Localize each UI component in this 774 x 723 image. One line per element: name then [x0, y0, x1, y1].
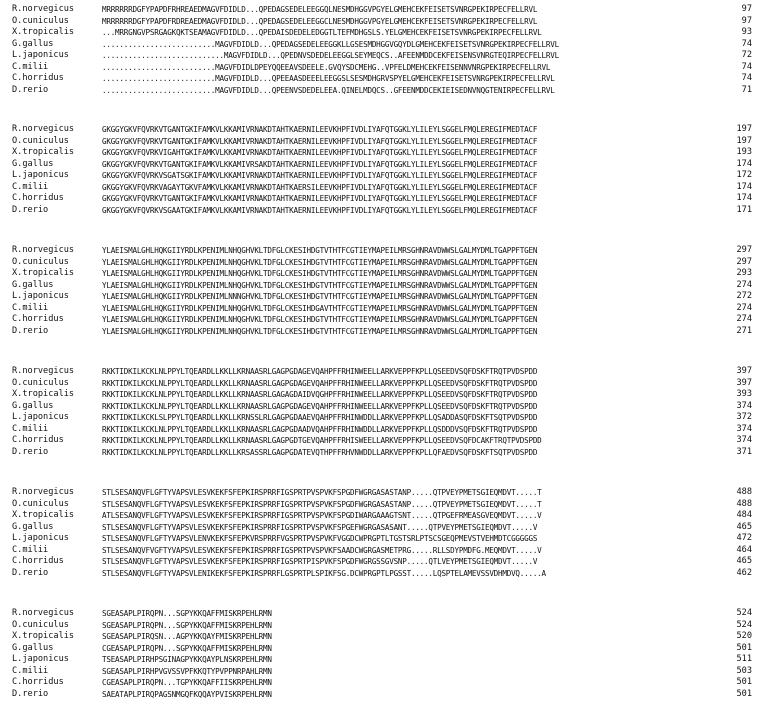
residue-position: 171	[736, 204, 752, 215]
alignment-block	[12, 608, 768, 700]
sequence-text: SGEASAPLPIRHPVGVSSVPFKKQTYPVPPNRPAHLRMN	[102, 666, 272, 676]
sequence-text: YLAEISMALGHLHQKGIIYRDLKPENIMLNHQGHVKLTDFGLCKESIHDGTVTHTFCGTIEYMAPEILMRSGHNRAVDWWSLGALMYDMLTGAPPFTGEN	[102, 315, 538, 324]
alignment-row	[12, 170, 768, 182]
species-name: C.milii	[12, 61, 49, 72]
alignment-row	[12, 487, 768, 499]
alignment-row	[12, 314, 768, 326]
residue-position: 274	[736, 314, 752, 324]
alignment-row	[12, 303, 768, 315]
residue-position: 372	[736, 412, 752, 422]
species-name: X.tropicalis	[12, 268, 75, 278]
sequence-text: YLAEISMALGHLHQKGIIYRDLKPENIMLNNNGHVKLTDFGLCKESIHDGTVTHTFCGTIEYMAPEILMRSGHNRAVDWWSLGALMYDMLTGAPPFTGEN	[102, 292, 538, 301]
alignment-row	[12, 568, 768, 580]
alignment-row	[12, 4, 768, 16]
residue-position: 172	[736, 170, 752, 180]
residue-position: 397	[736, 377, 752, 388]
sequence-text: RKKTIDKILKCKLSLPPYLTQEARDLLKKLLKRNSSLRLGAGPGDAAEVQAHPFFRHINWDDLLARKVEPPFKPLLQSADDASQFDSKFTSQTPVDSPDD	[102, 413, 538, 422]
alignment-row	[12, 677, 768, 689]
sequence-text: CGEASAPLPIRQPN...SGPYKKQAFFMISKRPEHLRMN	[102, 643, 272, 653]
alignment-row	[12, 556, 768, 568]
species-name: C.milii	[12, 302, 49, 313]
species-name: L.japonicus	[12, 533, 69, 543]
residue-position: 71	[741, 84, 752, 95]
species-name: C.horridus	[12, 314, 64, 324]
alignment-row	[12, 522, 768, 534]
residue-position: 465	[736, 556, 752, 566]
alignment-row	[12, 447, 768, 459]
sequence-text: TSEASAPLPIRHPSGINAGPYKKQAYPLNSKRPEHLRMN	[102, 655, 272, 664]
residue-position: 97	[741, 15, 752, 26]
species-name: C.horridus	[12, 677, 64, 687]
species-name: L.japonicus	[12, 654, 69, 664]
residue-position: 371	[736, 446, 752, 457]
alignment-row	[12, 39, 768, 51]
residue-position: 511	[736, 654, 752, 664]
alignment-row	[12, 510, 768, 522]
species-name: G.gallus	[12, 279, 54, 290]
alignment-block	[12, 366, 768, 458]
residue-position: 274	[736, 302, 752, 313]
residue-position: 374	[736, 400, 752, 411]
residue-position: 93	[741, 27, 752, 37]
alignment-row	[12, 193, 768, 205]
alignment-row	[12, 257, 768, 269]
residue-position: 484	[736, 510, 752, 520]
sequence-text: YLAEISMALGHLHQKGIIYRDLKPENIMLNHQGHVKLTDFGLCKESIHDGTVTHTFCGTIEYMAPEILMRSGHNRAVDWWSLGALMYDMLTGAPPFTGEN	[102, 280, 538, 290]
residue-position: 520	[736, 631, 752, 641]
species-name: R.norvegicus	[12, 245, 75, 255]
species-name: O.cuniculus	[12, 377, 69, 388]
alignment-row	[12, 412, 768, 424]
residue-position: 174	[736, 193, 752, 203]
sequence-text: STLSESANQVFLGFTYVAPSVLESVKEKFSFEPKIRSPRRFIGSPRTPVSPVKFSPGDFWGRGASASTANP.....QTPVEYPMETSGIEQMDVT.....T	[102, 499, 542, 509]
sequence-text: YLAEISMALGHLHQKGIIYRDLKPENIMLNHQGHVKLTDFGLCKESIHDGAVTHTFCGTIEYMAPEILMRSGHNRAVDWWSLGALMYDMLTGAPPFTGEN	[102, 303, 538, 313]
sequence-text: ..........................MAGVFDIDLD...QPEENVSDEDELEEA.QINELMDQCS..GFEENMDDCEKIEISEDNVNQGTENIRPECFELLRVL	[102, 85, 555, 95]
residue-position: 503	[736, 665, 752, 676]
residue-position: 462	[736, 567, 752, 578]
sequence-text: RKKTIDKILKCKLNLPPYLTQEARDLLKKLLKRNAASRLGAGPGDAGEVQAHPFFRHINWEELLARKVEPPFKPLLQSEEDVSQFDSKFTRQTPVDSPDD	[102, 367, 538, 376]
alignment-row	[12, 245, 768, 257]
alignment-row	[12, 689, 768, 701]
residue-position: 464	[736, 544, 752, 555]
alignment-row	[12, 27, 768, 39]
residue-position: 524	[736, 619, 752, 630]
alignment-row	[12, 268, 768, 280]
species-name: D.rerio	[12, 688, 49, 699]
alignment-row	[12, 16, 768, 28]
residue-position: 374	[736, 435, 752, 445]
species-name: C.milii	[12, 423, 49, 434]
alignment-row	[12, 291, 768, 303]
sequence-text: SGEASAPLPIRQPN...SGPYKKQAFFMISKRPEHLRMN	[102, 609, 272, 618]
alignment-row	[12, 280, 768, 292]
sequence-text: ATLSESANQVFLGFTYVAPSVLESVKEKFSFEPKIRSPRRFIGSPRTPVSPVKFSPGDIWARGAAAGTSNT.....QTPGEFRMEASGVEQMDVT.....V	[102, 511, 542, 520]
alignment-block	[12, 4, 768, 96]
sequence-text: YLAEISMALGHLHQKGIIYRDLKPENIMLNHQGHVKLTDFGLCKESIHDGTVTHTFCGTIEYMAPEILMRSGHNRAVDWWSLGALMYDMLTGAPPFTGEN	[102, 269, 538, 278]
species-name: R.norvegicus	[12, 487, 75, 497]
species-name: O.cuniculus	[12, 498, 69, 509]
alignment-row	[12, 159, 768, 171]
alignment-row	[12, 85, 768, 97]
sequence-text: SAEATAPLPIRQPAGSNMGQFKQQAYPVISKRPEHLRMN	[102, 689, 272, 699]
species-name: O.cuniculus	[12, 619, 69, 630]
sequence-text: STLSESANQVFLGFTYVAPSVLENIKEKFSFEPKIRSPRRFLGSPRTPLSPIKFSG.DCWPRGPTLPGSST.....LQSPTELAMEVSSVDHMDVQ.....A	[102, 568, 546, 578]
species-name: L.japonicus	[12, 412, 69, 422]
alignment-row	[12, 499, 768, 511]
sequence-text: GKGGYGKVFQVRKVTGANTGKIFAMKVLKKAMIVRNAKDTAHTKAERNILEEVKHPFIVDLIYAFQTGGKLYLILEYLSGGELFMQLEREGIFMEDTACF	[102, 136, 538, 146]
sequence-text: ..........................MAGVFDIDLDPEYQQEEAVSDEELE.GVQYSDCMEHG..VPFELDMEHCEKFEISENNVNRGPEKIRPECFELLRVL	[102, 62, 551, 72]
species-name: C.horridus	[12, 73, 64, 83]
alignment-row	[12, 205, 768, 217]
residue-position: 174	[736, 181, 752, 192]
residue-position: 297	[736, 256, 752, 267]
sequence-text: RKKTIDKILKCKLNLPPYLTQEARDLLKKLLKRNAASRLGAGPGDAADVQAHPFFRHINWDDLLARKVEPPFKPLLQSDDDVSQFDSKFTRQTPVDSPDD	[102, 424, 538, 434]
residue-position: 472	[736, 533, 752, 543]
species-name: R.norvegicus	[12, 608, 75, 618]
sequence-text: YLAEISMALGHLHQKGIIYRDLKPENIMLNHQGHVKLTDFGLCKESIHDGTVTHTFCGTIEYMAPEILMRSGHNRAVDWWSLGALMYDMLTGAPPFTGEN	[102, 257, 538, 267]
sequence-text: ..........................MAGVFDIDLD...QPEEAASDEEELEEGGSLSESMDHGRVSPYELGMEHCEKFEISETSVNRGPEKIRPECFELLRVL	[102, 74, 555, 83]
species-name: X.tropicalis	[12, 631, 75, 641]
residue-position: 74	[741, 73, 752, 83]
residue-position: 393	[736, 389, 752, 399]
alignment-row	[12, 389, 768, 401]
residue-position: 74	[741, 61, 752, 72]
residue-position: 501	[736, 677, 752, 687]
residue-position: 488	[736, 498, 752, 509]
residue-position: 197	[736, 135, 752, 146]
sequence-text: ..........................MAGVFDIDLD...QPEDAGSEDELEEGGKLLGSESMDHGGVGQYDLGMEHCEKFEISETSVNRGPEKIRPECFELLRVL	[102, 39, 559, 49]
alignment-row	[12, 136, 768, 148]
residue-position: 488	[736, 487, 752, 497]
residue-position: 297	[736, 245, 752, 255]
alignment-row	[12, 545, 768, 557]
residue-position: 72	[741, 50, 752, 60]
species-name: X.tropicalis	[12, 147, 75, 157]
sequence-text: ...MRRGNGVPSRGAGKQKTSEAMAGVFDIDLD...QPEDAISDEDELEDGGTLTEFMDHGSLS.YELGMEHCEKFEISETSVNRGPEKIRPECFELLRVL	[102, 28, 542, 37]
species-name: X.tropicalis	[12, 27, 75, 37]
sequence-text: STLSESANQVFLGFTYVAPSVLESVKEKFSFEPKIRSPRRFIGSPRTPVSPVKFSPGDFWGRGASASTANP.....QTPVEYPMETSGIEQMDVT.....T	[102, 488, 542, 497]
alignment-row	[12, 666, 768, 678]
species-name: X.tropicalis	[12, 389, 75, 399]
alignment-row	[12, 366, 768, 378]
species-name: O.cuniculus	[12, 135, 69, 146]
sequence-text: MRRRRRRDGFYPAPDFRHREAEDMAGVFDIDLD...QPEDAGSEDELEEGGQLNESMDHGGVPGYELGMEHCEKFEISETSVNRGPEKIRPECFELLRVL	[102, 5, 538, 14]
species-name: D.rerio	[12, 204, 49, 215]
residue-position: 174	[736, 158, 752, 169]
alignment-row	[12, 50, 768, 62]
sequence-text: YLAEISMALGHLHQKGIIYRDLKPENIMLNHQGHVKLTDFGLCKESIHDGTVTHTFCGTIEYMAPEILMRSGHNRAVDWWSLGALMYDMLTGAPPFTGEN	[102, 326, 538, 336]
species-name: G.gallus	[12, 38, 54, 49]
sequence-text: GKGGYGKVFQVRKVSGAATGKIFAMKVLKKAMIVRNAKDTAHTKAERNILEEVKHPFIVDLIYAFQTGGKLYLILEYLSGGELFMQLEREGIFMEDTACF	[102, 205, 538, 215]
sequence-text: RKKTIDKILKCKLNLPPYLTQEARDLLKKLLKRNAASRLGAGPGDAGEVQAHPFFRHINWEELLARKVEPPFKPLLQSEEDVSQFDSKFTRQTPVDSPDD	[102, 378, 538, 388]
residue-position: 271	[736, 325, 752, 336]
alignment-row	[12, 73, 768, 85]
sequence-text: RKKTIDKILKCKLNLPPYLTQEARDLLKKLLKRNAASRLGAGPGDTGEVQAHPFFRHISWEELLARKVEPPFKPLLQSEEDVSQFDCAKFTRQTPVDSPDD	[102, 436, 542, 445]
species-name: O.cuniculus	[12, 15, 69, 26]
species-name: D.rerio	[12, 325, 49, 336]
species-name: L.japonicus	[12, 291, 69, 301]
sequence-text: SGEASAPLPIRQPN...SGPYKKQAFFMISKRPEHLRMN	[102, 620, 272, 630]
alignment-row	[12, 631, 768, 643]
species-name: L.japonicus	[12, 170, 69, 180]
sequence-text: GKGGYGKVFQVRKVSGATSGKIFAMKVLKKAMIVRNAKDTAHTKAERNILEEVKHPFIVDLIYAFQTGGKLYLILEYLSGGELFMQLEREGIFMEDTACF	[102, 171, 538, 180]
residue-position: 501	[736, 642, 752, 653]
residue-position: 397	[736, 366, 752, 376]
sequence-text: CGEASAPLPIRQPN...TGPYKKQAFFIISKRPEHLRMN	[102, 678, 272, 687]
residue-position: 272	[736, 291, 752, 301]
species-name: C.horridus	[12, 435, 64, 445]
residue-position: 193	[736, 147, 752, 157]
alignment-row	[12, 608, 768, 620]
sequence-text: ............................MAGVFDIDLD...QPEDNVSDEDELEEGGLSEYMEQCS..AFEENMDDCEKFEISENSVNRGTEQIRPECFELLRVL	[102, 51, 559, 60]
species-name: G.gallus	[12, 400, 54, 411]
alignment-row	[12, 654, 768, 666]
sequence-text: SGEASAPLPIRQSN...AGPYKKQAYFMISKRPEHLRMN	[102, 632, 272, 641]
sequence-text: MRRRRRRDGFYPAPDFRDREAEDMAGVFDIDLD...QPEDAGSEDELEEGGCLNESMDHGGVPGYELGMEHCEKFEISETSVNRGPEKIRPECFELLRVL	[102, 16, 538, 26]
residue-position: 501	[736, 688, 752, 699]
species-name: O.cuniculus	[12, 256, 69, 267]
alignment-row	[12, 124, 768, 136]
species-name: C.horridus	[12, 556, 64, 566]
species-name: C.horridus	[12, 193, 64, 203]
species-name: C.milii	[12, 665, 49, 676]
sequence-text: GKGGYGKVFQVRKVTGANTGKIFAMKVLKKAMIVRNAKDTAHTKAERNILEEVKHPFIVDLIYAFQTGGKLYLILEYLSGGELFMQLEREGIFMEDTACF	[102, 194, 538, 203]
alignment-block	[12, 245, 768, 337]
alignment-row	[12, 378, 768, 390]
species-name: D.rerio	[12, 446, 49, 457]
species-name: D.rerio	[12, 567, 49, 578]
alignment-block	[12, 124, 768, 216]
residue-position: 74	[741, 38, 752, 49]
species-name: D.rerio	[12, 84, 49, 95]
species-name: C.milii	[12, 181, 49, 192]
sequence-text: RKKTIDKILKCKLNLPPYLTQEARDLLKKLLKRSASSRLGAGPGDATEVQTHPFFRHVNWDDLLARKVEPPFKPLLQFAEDVSQFDSKFTSQTPVDSPDD	[102, 447, 538, 457]
sequence-text: STLSESANQVFVGFTYVAPSVLESVKEKFSFEPKIRSPRRFIGSPRTPVSPVKFSAADCWGRGASMETPRG.....RLLSDYPMDFG.MEQMDVT.....V	[102, 545, 542, 555]
sequence-text: STLSESANQVFLGFTYVAPSVLENVKEKFSFEPKVRSPRRFVGSPRTPVSPVKFVGGDCWPRGPTLTGSTSRLPTSCSGEQPMEVSTVEHMDTCGGGGGS	[102, 534, 538, 543]
species-name: R.norvegicus	[12, 366, 75, 376]
alignment-block	[12, 487, 768, 579]
residue-position: 97	[741, 4, 752, 14]
species-name: X.tropicalis	[12, 510, 75, 520]
sequence-text: STLSESANQVFLGFTYVAPSVLESVKEKFSFEPKIRSPRRFIGSPRTPISPVKFSPGDFWGRGSSGVSNP.....QTLVEYPMETSGIEQMDVT.....V	[102, 557, 538, 566]
sequence-text: GKGGYGKVFQVRKVAGAYTGKVFAMKVLKKAMIVRNAKDTAHTKAERSILEEVKHPFIVDLIYAFQTGGKLYLILEYLSGGELFMQLEREGIFMEDTACF	[102, 182, 538, 192]
species-name: C.milii	[12, 544, 49, 555]
residue-position: 374	[736, 423, 752, 434]
residue-position: 197	[736, 124, 752, 134]
sequence-text: GKGGYGKVFQVRKVTGANTGKIFAMKVLKKAMIVRSAKDTAHTKAERNILEEVKHPFIVDLIYAFQTGGKLYLILEYLSGGELFMQLEREGIFMEDTACF	[102, 159, 538, 169]
sequence-text: STLSESANQVFLGFTYVAPSVLESVKEKFSFEPKIRSPRRFIGSPRTPVSPVKFSPGEFWGRGASASANT.....QTPVEYPMETSGIEQMDVT.....V	[102, 522, 538, 532]
alignment-row	[12, 401, 768, 413]
species-name: L.japonicus	[12, 50, 69, 60]
residue-position: 524	[736, 608, 752, 618]
species-name: G.gallus	[12, 521, 54, 532]
sequence-text: RKKTIDKILKCKLNLPPYLTQEARDLLKKLLKRNAASRLGAGPGDAGEVQAHPFFRHINWEELLARKVEPPFKPLLQSEEDVSQFDSKFTRQTPVDSPDD	[102, 401, 538, 411]
alignment-row	[12, 147, 768, 159]
alignment-row	[12, 326, 768, 338]
species-name: G.gallus	[12, 642, 54, 653]
species-name: R.norvegicus	[12, 4, 75, 14]
sequence-text: GKGGYGKVFQVRKVIGAHTGKIFAMKVLKKAMIVRNAKDTAHTKAERNILEEVKHPFIVDLIYAFQTGGKLYLILEYLSGGELFMQLEREGIFMEDTACF	[102, 148, 538, 157]
residue-position: 465	[736, 521, 752, 532]
alignment-row	[12, 643, 768, 655]
species-name: R.norvegicus	[12, 124, 75, 134]
alignment-row	[12, 435, 768, 447]
residue-position: 293	[736, 268, 752, 278]
sequence-text: YLAEISMALGHLHQKGIIYRDLKPENIMLNHQGHVKLTDFGLCKESIHDGTVTHTFCGTIEYMAPEILMRSGHNRAVDWWSLGALMYDMLTGAPPFTGEN	[102, 246, 538, 255]
sequence-text: RKKTIDKILKCKLNLPPYLTQEARDLLKKLLKRNAASRLGAGAGDAIDVQGHPFFRHINWEELLARKVEPPFKPLLQSEEDVSQFDSKFTRQTPVDSPDD	[102, 390, 538, 399]
alignment-row	[12, 182, 768, 194]
alignment-row	[12, 620, 768, 632]
residue-position: 274	[736, 279, 752, 290]
alignment-row	[12, 424, 768, 436]
sequence-text: GKGGYGKVFQVRKVTGANTGKIFAMKVLKKAMIVRNAKDTAHTKAERNILEEVKHPFIVDLIYAFQTGGKLYLILEYLSGGELFMQLEREGIFMEDTACF	[102, 125, 538, 134]
alignment-row	[12, 533, 768, 545]
alignment-row	[12, 62, 768, 74]
species-name: G.gallus	[12, 158, 54, 169]
